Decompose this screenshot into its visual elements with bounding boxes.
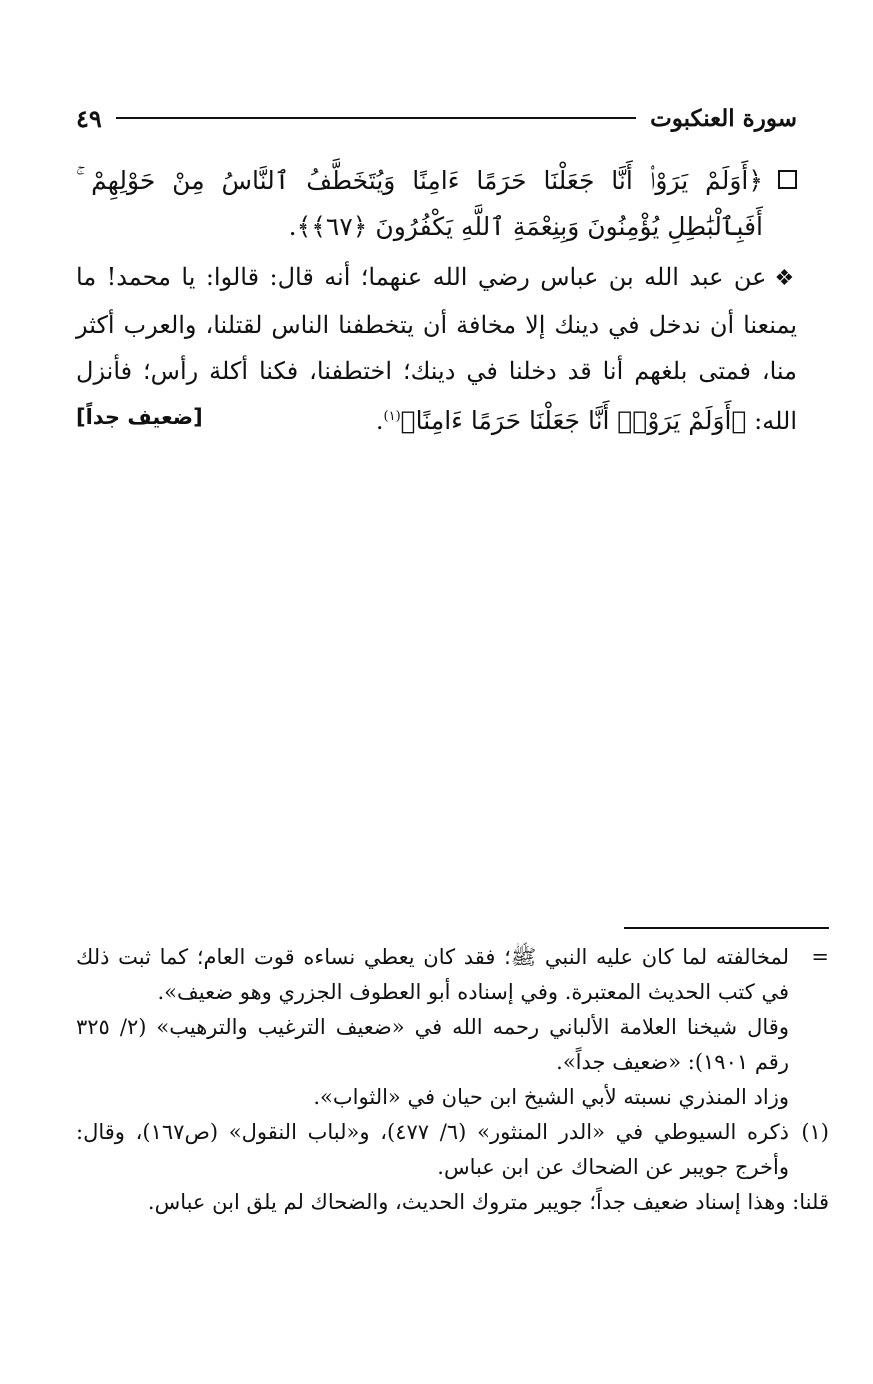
footnote-paragraph: قلنا: وهذا إسناد ضعيف جداً؛ جويبر متروك الحديث، والضحاك لم يلق ابن عباس.: [147, 1190, 829, 1214]
footnote-1-comment: [76, 1185, 829, 1220]
footnote-paragraph: وزاد المنذري نسبته لأبي الشيخ ابن حيان في «الثواب».: [313, 1085, 789, 1109]
hadith-quran-quote: ﴿أَوَلَمْ يَرَوْا۟ أَنَّا جَعَلْنَا حَرَمًا ءَامِنًا﴾: [400, 406, 747, 435]
main-text: [76, 158, 797, 444]
quran-verse: ﴿أَوَلَمْ يَرَوْا۟ أَنَّا جَعَلْنَا حَرَمًا ءَامِنًا وَيُتَخَطَّفُ ٱلنَّاسُ مِنْ حَوْلِهِمْ ۚ أَفَبِٱلْبَٰطِلِ يُؤْمِنُونَ وَبِنِعْمَةِ ٱللَّهِ يَكْفُرُونَ ﴿٦٧﴾﴾.: [76, 166, 763, 241]
hadith-end: .: [375, 407, 384, 435]
footnote-paragraph: لمخالفته لما كان عليه النبي ﷺ؛ فقد كان يعطي نساءه قوت العام؛ كما ثبت ذلك في كتب الحديث المعتبرة. وفي إسناده أبو العطوف الجزري وهو ضعيف».: [76, 945, 789, 1004]
square-bullet-icon: [778, 170, 797, 189]
continuation-marker: =: [811, 945, 829, 969]
footnotes: [76, 940, 829, 1220]
page-header: [76, 98, 797, 138]
footnote-continuation: [76, 940, 829, 1115]
verse-block: [76, 158, 797, 250]
hadith-paragraph: [76, 254, 797, 444]
page-number: ٤٩: [76, 103, 102, 133]
footnote-1-marker: (١): [801, 1120, 829, 1144]
header-rule: [116, 117, 636, 119]
surah-title: سورة العنكبوت: [650, 104, 797, 132]
footnote-paragraph: ذكره السيوطي في «الدر المنثور» (٦/ ٤٧٧)، و«لباب النقول» (ص١٦٧)، وقال: وأخرج جويبر عن الضحاك عن ابن عباس.: [76, 1120, 789, 1179]
diamond-bullet-icon: ❖: [774, 266, 797, 291]
hadith-grade: [ضعيف جداً]: [76, 405, 203, 429]
hadith-text: عن عبد الله بن عباس رضي الله عنهما؛ أنه قال: قالوا: يا محمد! ما يمنعنا أن ندخل في دينك إلا مخافة أن يتخطفنا الناس لقتلنا، والعرب أكثر منا، فمتى بلغهم أنا قد دخلنا في دينك؛ اختطفنا، فكنا أكلة رأس؛ فأنزل الله:: [76, 263, 797, 435]
footnote-separator: [624, 927, 829, 929]
footnote-1: [76, 1115, 829, 1185]
footnote-paragraph: وقال شيخنا العلامة الألباني رحمه الله في «ضعيف الترغيب والترهيب» (٢/ ٣٢٥ رقم ١٩٠١): «ضعيف جداً».: [76, 1015, 789, 1074]
footnote-reference: (١): [383, 409, 401, 424]
